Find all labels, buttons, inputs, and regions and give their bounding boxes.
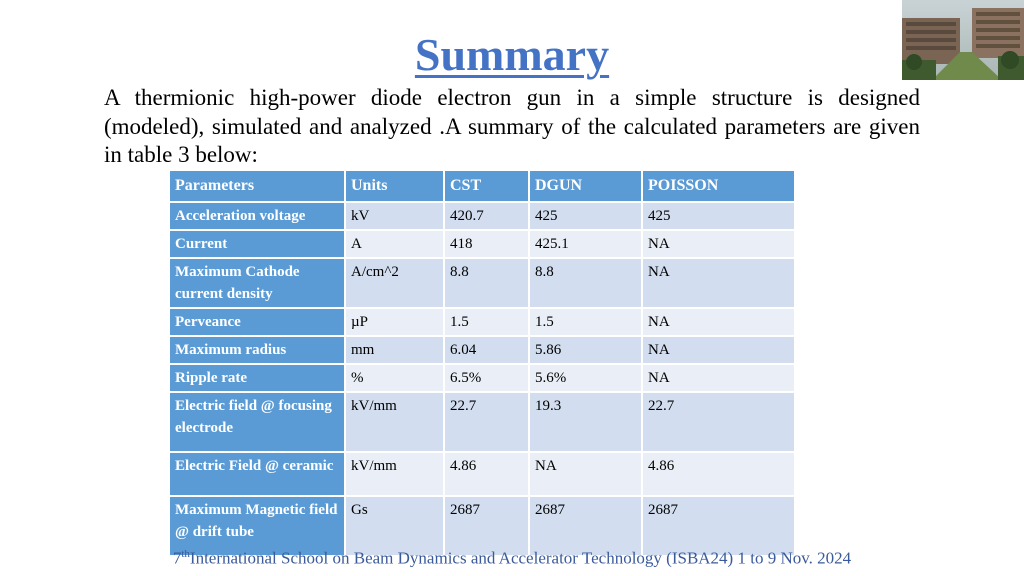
table-header-row [169, 170, 795, 202]
cst-cell: 418 [444, 230, 529, 258]
poisson-cell: NA [642, 258, 795, 308]
param-cell: Acceleration voltage [169, 202, 345, 230]
slide-title [0, 28, 1024, 81]
table-row [169, 336, 795, 364]
table-row [169, 308, 795, 336]
cst-cell: 1.5 [444, 308, 529, 336]
cst-cell: 4.86 [444, 452, 529, 496]
poisson-cell: 425 [642, 202, 795, 230]
cst-cell: 6.5% [444, 364, 529, 392]
dgun-cell: NA [529, 452, 642, 496]
units-cell: kV/mm [345, 452, 444, 496]
table-row [169, 258, 795, 308]
campus-photo-image [902, 0, 1024, 80]
intro-paragraph: A thermionic high-power diode electron gun in a simple structure is designed (modeled), simulated and analyzed .A summary of the calculated parameters are given in table 3 below: [104, 85, 920, 167]
dgun-cell: 5.6% [529, 364, 642, 392]
units-cell: mm [345, 336, 444, 364]
poisson-cell: NA [642, 364, 795, 392]
footer-text: International School on Beam Dynamics and Accelerator Technology (ISBA24) 1 to 9 Nov. 2024 [189, 548, 852, 568]
poisson-cell: 4.86 [642, 452, 795, 496]
param-cell: Ripple rate [169, 364, 345, 392]
poisson-cell: 2687 [642, 496, 795, 556]
poisson-cell: 22.7 [642, 392, 795, 452]
parameters-table [168, 169, 796, 557]
units-cell: A/cm^2 [345, 258, 444, 308]
cst-cell: 6.04 [444, 336, 529, 364]
param-cell: Maximum Magnetic field @ drift tube [169, 496, 345, 556]
dgun-cell: 1.5 [529, 308, 642, 336]
units-cell: Gs [345, 496, 444, 556]
cst-cell: 420.7 [444, 202, 529, 230]
dgun-cell: 2687 [529, 496, 642, 556]
footer-number: 7 [172, 548, 182, 568]
param-cell: Maximum radius [169, 336, 345, 364]
poisson-cell: NA [642, 230, 795, 258]
cst-cell: 8.8 [444, 258, 529, 308]
dgun-cell: 425.1 [529, 230, 642, 258]
slide-footer [0, 548, 1024, 569]
table-row [169, 230, 795, 258]
units-cell: µP [345, 308, 444, 336]
units-cell: kV [345, 202, 444, 230]
dgun-cell: 425 [529, 202, 642, 230]
header-cst: CST [444, 170, 529, 202]
header-parameters: Parameters [169, 170, 345, 202]
units-cell: kV/mm [345, 392, 444, 452]
param-cell: Perveance [169, 308, 345, 336]
header-dgun: DGUN [529, 170, 642, 202]
table-row [169, 392, 795, 452]
table-row [169, 452, 795, 496]
poisson-cell: NA [642, 336, 795, 364]
campus-photo [902, 0, 1024, 80]
param-cell: Electric field @ focusing electrode [169, 392, 345, 452]
param-cell: Current [169, 230, 345, 258]
cst-cell: 22.7 [444, 392, 529, 452]
poisson-cell: NA [642, 308, 795, 336]
cst-cell: 2687 [444, 496, 529, 556]
slide-title-text: Summary [414, 29, 610, 80]
param-cell: Electric Field @ ceramic [169, 452, 345, 496]
header-poisson: POISSON [642, 170, 795, 202]
header-units: Units [345, 170, 444, 202]
dgun-cell: 19.3 [529, 392, 642, 452]
table-row [169, 202, 795, 230]
table-row [169, 364, 795, 392]
footer-ordinal: th [181, 548, 190, 560]
dgun-cell: 5.86 [529, 336, 642, 364]
units-cell: A [345, 230, 444, 258]
units-cell: % [345, 364, 444, 392]
param-cell: Maximum Cathode current density [169, 258, 345, 308]
dgun-cell: 8.8 [529, 258, 642, 308]
table-row [169, 496, 795, 556]
